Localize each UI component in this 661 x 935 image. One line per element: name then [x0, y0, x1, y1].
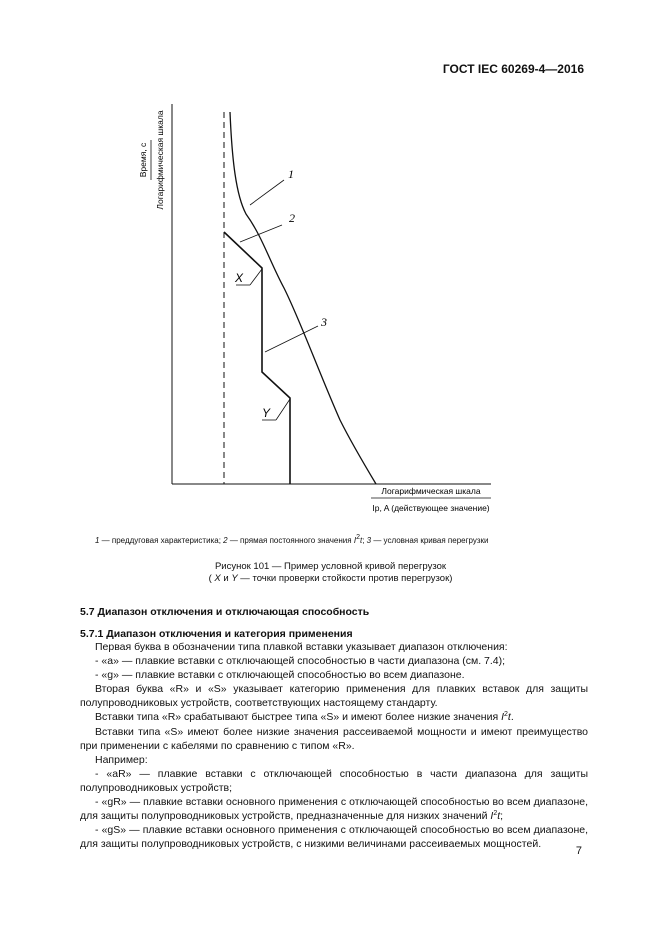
document-header: ГОСТ IEC 60269-4—2016 [442, 62, 584, 76]
figure-legend: 1 — преддуговая характеристика; 2 — прямая постоянного значения $I^2t$; 3 — условная кривая перегрузки [95, 534, 489, 545]
curve-label-1: 1 [288, 167, 294, 181]
y-axis-label-top: Время, с [138, 142, 148, 178]
list-item: - «gR» — плавкие вставки основного применения с отключающей способностью во всем диапазоне, для защиты полупроводниковых устройств, предназначенные для низких значений $I^2t$; [80, 796, 588, 823]
paragraph: Вставки типа «R» срабатывают быстрее типа «S» и имеют более низкие значения $I^2t$. [95, 711, 514, 724]
curve-1-prearc [230, 112, 376, 484]
curve-3-overload [224, 232, 290, 484]
paragraph: Например: [95, 753, 148, 766]
point-label-x: X [235, 271, 244, 285]
x-axis-label-top: Логарифмическая шкала [381, 486, 481, 496]
point-label-y: Y [262, 406, 271, 420]
paragraph: Вторая буква «R» и «S» указывает категорию применения для плавких вставок для защиты полупроводниковых устройств, соответствующих настоящему стандарту. [80, 683, 588, 710]
curve-label-3: 3 [321, 315, 327, 329]
section-heading-5-7: 5.7 Диапазон отключения и отключающая способность [80, 606, 370, 618]
page-number: 7 [575, 845, 582, 857]
x-axis-label-bottom: Ip, A (действующее значение) [372, 503, 490, 513]
list-item: - «a» — плавкие вставки с отключающей способностью в части диапазона (см. 7.4); [95, 655, 506, 668]
paragraph: Первая буква в обозначении типа плавкой вставки указывает диапазон отключения: [95, 641, 508, 653]
y-axis-label [138, 140, 151, 180]
paragraph: Вставки типа «S» имеют более низкие значения рассеиваемой мощности и имеют преимущество при применении с кабелями по сравнению с типом «R». [80, 725, 588, 752]
body-text [80, 640, 588, 851]
caption-line-1: Рисунок 101 — Пример условной кривой перегрузок [214, 561, 447, 572]
list-item: - «gS» — плавкие вставки основного применения с отключающей способностью во всем диапазоне, для защиты полупроводниковых устройств, с низкими величинами рассеиваемых мощностей. [80, 824, 588, 851]
y-axis-label-bottom: Логарифмическая шкала [155, 110, 165, 210]
section-heading-5-7-1: 5.7.1 Диапазон отключения и категория применения [80, 628, 353, 640]
caption-line-2: ( X и Y — точки проверки стойкости против перегрузок) [208, 573, 453, 584]
curve-label-2: 2 [289, 211, 295, 225]
list-item: - «g» — плавкие вставки с отключающей способностью во всем диапазоне. [95, 669, 465, 682]
figure-caption [0, 561, 661, 585]
list-item: - «aR» — плавкие вставки с отключающей способностью в части диапазона для защиты полупроводниковых устройств; [80, 767, 588, 794]
